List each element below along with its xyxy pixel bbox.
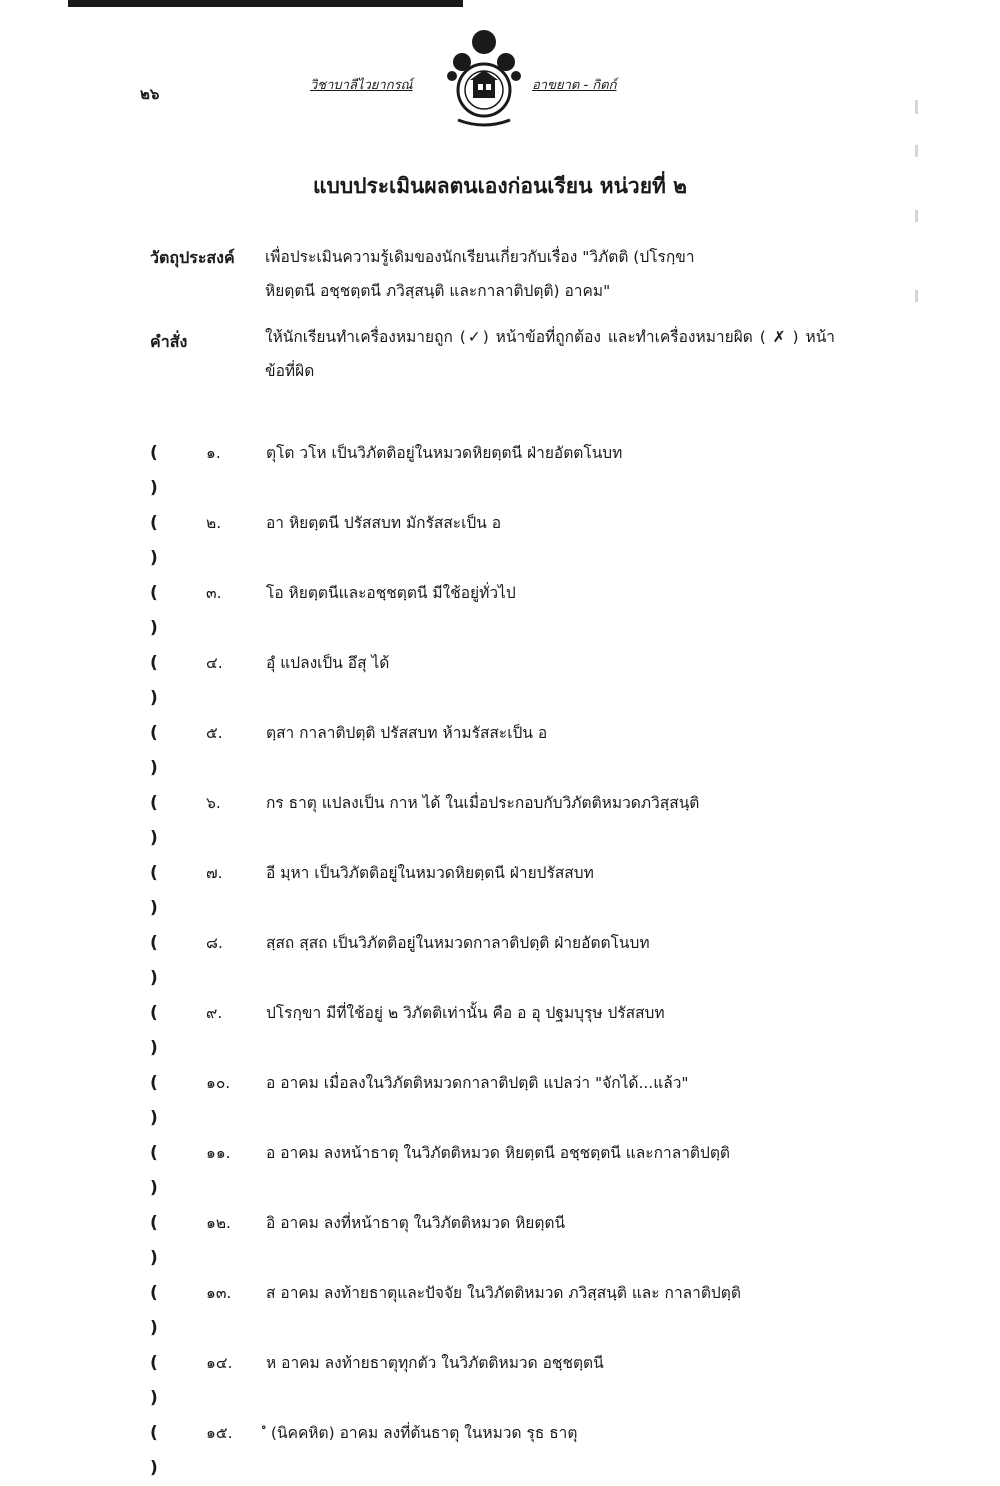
item-number: ๑๓. <box>206 1284 232 1302</box>
answer-box[interactable]: ( ) <box>150 513 170 568</box>
item-text: อ อาคม ลงหน้าธาตุ ในวิภัตติหมวด หิยตฺตนี อชฺชตฺตนี และกาลาติปตฺติ <box>266 1144 730 1162</box>
answer-box[interactable]: ( ) <box>150 1073 170 1128</box>
page-number: ๒๖ <box>140 85 160 103</box>
list-item <box>150 926 840 996</box>
list-item <box>150 716 840 786</box>
scan-edge-bar <box>68 0 463 7</box>
objective-text-line-1: เพื่อประเมินความรู้เดิมของนักเรียนเกี่ยวกับเรื่อง "วิภัตติ (ปโรกฺขา <box>265 248 695 266</box>
answer-box[interactable]: ( ) <box>150 1143 170 1198</box>
answer-box[interactable]: ( ) <box>150 653 170 708</box>
item-number: ๑๑. <box>206 1144 231 1162</box>
item-number: ๑๔. <box>206 1354 233 1372</box>
item-text: ํ (นิคคหิต) อาคม ลงที่ต้นธาตุ ในหมวด รุธ ธาตุ <box>266 1424 578 1442</box>
list-item <box>150 1206 840 1276</box>
list-item <box>150 786 840 856</box>
item-text: อิ อาคม ลงที่หน้าธาตุ ในวิภัตติหมวด หิยตฺตนี <box>266 1214 566 1232</box>
answer-box[interactable]: ( ) <box>150 1003 170 1058</box>
item-number: ๗. <box>206 864 223 882</box>
list-item <box>150 996 840 1066</box>
item-number: ๙. <box>206 1004 223 1022</box>
page-title: แบบประเมินผลตนเองก่อนเรียน หน่วยที่ ๒ <box>312 174 688 198</box>
objective-label: วัตถุประสงค์ <box>150 248 235 267</box>
instruction-text: ให้นักเรียนทำเครื่องหมายถูก (✓) หน้าข้อที่ถูกต้อง และทำเครื่องหมายผิด ( ✗ ) หน้าข้อที่ผิด <box>265 328 835 380</box>
answer-box[interactable]: ( ) <box>150 933 170 988</box>
item-number: ๔. <box>206 654 223 672</box>
objective-text-line-2: หิยตฺตนี อชฺชตฺตนี ภวิสฺสนฺติ และกาลาติปตฺติ) อาคม" <box>265 282 611 300</box>
answer-box[interactable]: ( ) <box>150 793 170 848</box>
answer-box[interactable]: ( ) <box>150 583 170 638</box>
scan-mark <box>915 145 918 157</box>
question-list <box>150 436 840 1486</box>
answer-box[interactable]: ( ) <box>150 1423 170 1478</box>
answer-box[interactable]: ( ) <box>150 1283 170 1338</box>
item-text: ตุโต วโห เป็นวิภัตติอยู่ในหมวดหิยตฺตนี ฝ่ายอัตตโนบท <box>266 444 623 462</box>
item-text: อุํ แปลงเป็น อึสุ ได้ <box>266 654 390 672</box>
list-item <box>150 436 840 506</box>
institution-seal-logo <box>440 28 528 132</box>
item-number: ๕. <box>206 724 223 742</box>
scan-mark <box>915 210 918 222</box>
item-text: ส อาคม ลงท้ายธาตุและปัจจัย ในวิภัตติหมวด ภวิสฺสนฺติ และ กาลาติปตฺติ <box>266 1284 741 1302</box>
answer-box[interactable]: ( ) <box>150 1353 170 1408</box>
item-text: ปโรกฺขา มีที่ใช้อยู่ ๒ วิภัตติเท่านั้น คือ อ อุ ปฐมบุรุษ ปรัสสบท <box>266 1004 665 1022</box>
item-number: ๑๕. <box>206 1424 233 1442</box>
item-text: อ อาคม เมื่อลงในวิภัตติหมวดกาลาติปตฺติ แปลว่า "จักได้...แล้ว" <box>266 1074 689 1092</box>
item-number: ๖. <box>206 794 221 812</box>
answer-box[interactable]: ( ) <box>150 443 170 498</box>
instruction-label: คำสั่ง <box>150 332 188 351</box>
item-text: ห อาคม ลงท้ายธาตุทุกตัว ในวิภัตติหมวด อชฺชตฺตนี <box>266 1354 604 1372</box>
scan-mark <box>915 290 918 302</box>
book-title: วิชาบาลีไวยากรณ์ <box>310 78 413 93</box>
item-number: ๑๐. <box>206 1074 231 1092</box>
scan-mark <box>915 100 918 114</box>
item-text: อี มฺหา เป็นวิภัตติอยู่ในหมวดหิยตฺตนี ฝ่ายปรัสสบท <box>266 864 594 882</box>
list-item <box>150 576 840 646</box>
item-number: ๑๒. <box>206 1214 231 1232</box>
item-number: ๘. <box>206 934 223 952</box>
item-text: โอ หิยตฺตนีและอชฺชตฺตนี มีใช้อยู่ทั่วไป <box>266 584 516 602</box>
list-item <box>150 1136 840 1206</box>
item-text: กร ธาตุ แปลงเป็น กาห ได้ ในเมื่อประกอบกับวิภัตติหมวดภวิสฺสนฺติ <box>266 794 700 812</box>
answer-box[interactable]: ( ) <box>150 863 170 918</box>
answer-box[interactable]: ( ) <box>150 1213 170 1268</box>
list-item <box>150 1066 840 1136</box>
item-text: สฺสถ สฺสถ เป็นวิภัตติอยู่ในหมวดกาลาติปตฺติ ฝ่ายอัตตโนบท <box>266 934 650 952</box>
item-number: ๑. <box>206 444 221 462</box>
item-number: ๒. <box>206 514 222 532</box>
item-text: ตฺสา กาลาติปตฺติ ปรัสสบท ห้ามรัสสะเป็น อ <box>266 724 548 742</box>
list-item <box>150 1276 840 1346</box>
list-item <box>150 1416 840 1486</box>
list-item <box>150 506 840 576</box>
list-item <box>150 646 840 716</box>
list-item <box>150 1346 840 1416</box>
list-item <box>150 856 840 926</box>
answer-box[interactable]: ( ) <box>150 723 170 778</box>
item-text: อา หิยตฺตนี ปรัสสบท มักรัสสะเป็น อ <box>266 514 502 532</box>
item-number: ๓. <box>206 584 222 602</box>
section-title: อาขยาต - กิตก์ <box>532 78 617 93</box>
